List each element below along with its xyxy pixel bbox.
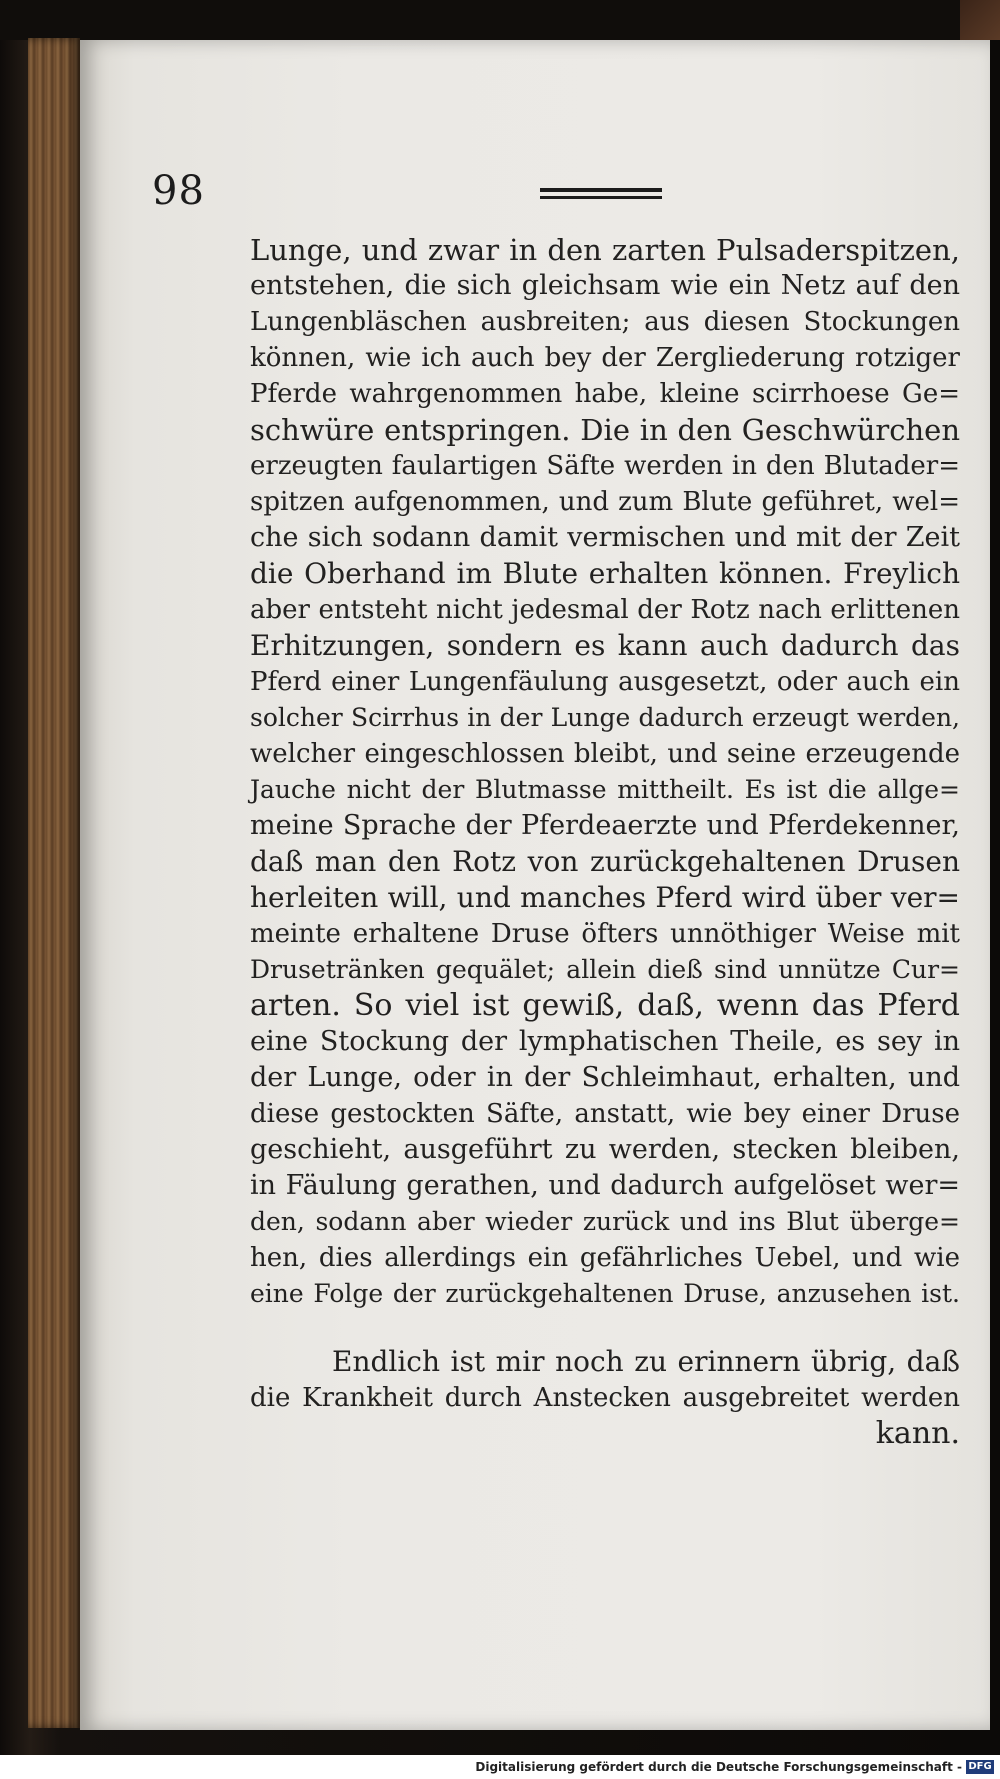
header-rule-bottom xyxy=(540,196,662,199)
text-line: eine Folge der zurückgehaltenen Druse, anzusehen ist. xyxy=(250,1279,960,1308)
paragraph-2-line: Endlich ist mir noch zu erinnern übrig, daß xyxy=(332,1345,960,1378)
text-line: Lunge, und zwar in den zarten Pulsaderspitzen, xyxy=(250,233,960,267)
page-number: 98 xyxy=(152,168,205,214)
book-cover-corner xyxy=(960,0,1000,40)
text-line: können, wie ich auch bey der Zergliederung rotziger xyxy=(250,343,960,373)
text-line: geschieht, ausgeführt zu werden, stecken bleiben, xyxy=(250,1134,960,1165)
text-line: entstehen, die sich gleichsam wie ein Netz auf den xyxy=(250,270,960,301)
text-line: diese gestockten Säfte, anstatt, wie bey einer Druse xyxy=(250,1099,960,1129)
text-line: den, sodann aber wieder zurück und ins Blut überge= xyxy=(250,1207,960,1236)
scan-background-top xyxy=(0,0,1000,40)
text-line: eine Stockung der lymphatischen Theile, es sey in xyxy=(250,1026,960,1057)
text-line: che sich sodann damit vermischen und mit der Zeit xyxy=(250,522,960,553)
text-line: Pferd einer Lungenfäulung ausgesetzt, oder auch ein xyxy=(250,667,960,697)
text-line: daß man den Rotz von zurückgehaltenen Drusen xyxy=(250,845,960,878)
text-line: arten. So viel ist gewiß, daß, wenn das Pferd xyxy=(250,988,960,1023)
text-line: Lungenbläschen ausbreiten; aus diesen Stockungen xyxy=(250,307,960,337)
paragraph-2-line: die Krankheit durch Anstecken ausgebreitet werden xyxy=(250,1383,960,1413)
text-line: der Lunge, oder in der Schleimhaut, erhalten, und xyxy=(250,1062,960,1093)
text-line: Erhitzungen, sondern es kann auch dadurch das xyxy=(250,629,960,662)
text-line: welcher eingeschlossen bleibt, und seine erzeugende xyxy=(250,739,960,769)
funding-credit: Digitalisierung gefördert durch die Deutsche Forschungsgemeinschaft - xyxy=(475,1760,962,1774)
dfg-logo-icon: DFG xyxy=(966,1760,994,1774)
text-line: spitzen aufgenommen, und zum Blute geführet, wel= xyxy=(250,487,960,517)
text-line: Jauche nicht der Blutmasse mittheilt. Es ist die allge= xyxy=(250,775,960,804)
text-line: meinte erhaltene Druse öfters unnöthiger Weise mit xyxy=(250,919,960,949)
text-line: erzeugten faulartigen Säfte werden in den Blutader= xyxy=(250,451,960,481)
text-line: Pferde wahrgenommen habe, kleine scirrhoese Ge= xyxy=(250,379,960,409)
paragraph-2-line: kann. xyxy=(875,1416,960,1451)
text-line: meine Sprache der Pferdeaerzte und Pferdekenner, xyxy=(250,810,960,841)
text-line: schwüre entspringen. Die in den Geschwürchen xyxy=(250,413,960,447)
text-line: in Fäulung gerathen, und dadurch aufgelöset wer= xyxy=(250,1170,960,1201)
text-line: Drusetränken gequälet; allein dieß sind unnütze Cur= xyxy=(250,955,960,984)
text-line: hen, dies allerdings ein gefährliches Uebel, und wie xyxy=(250,1243,960,1273)
text-line: solcher Scirrhus in der Lunge dadurch erzeugt werden, xyxy=(250,703,960,732)
header-rule-top xyxy=(540,188,662,192)
text-line: aber entsteht nicht jedesmal der Rotz nach erlittenen xyxy=(250,595,960,625)
book-page-edges xyxy=(28,38,80,1728)
text-line: herleiten will, und manches Pferd wird über ver= xyxy=(250,881,960,914)
text-line: die Oberhand im Blute erhalten können. Freylich xyxy=(250,557,960,590)
